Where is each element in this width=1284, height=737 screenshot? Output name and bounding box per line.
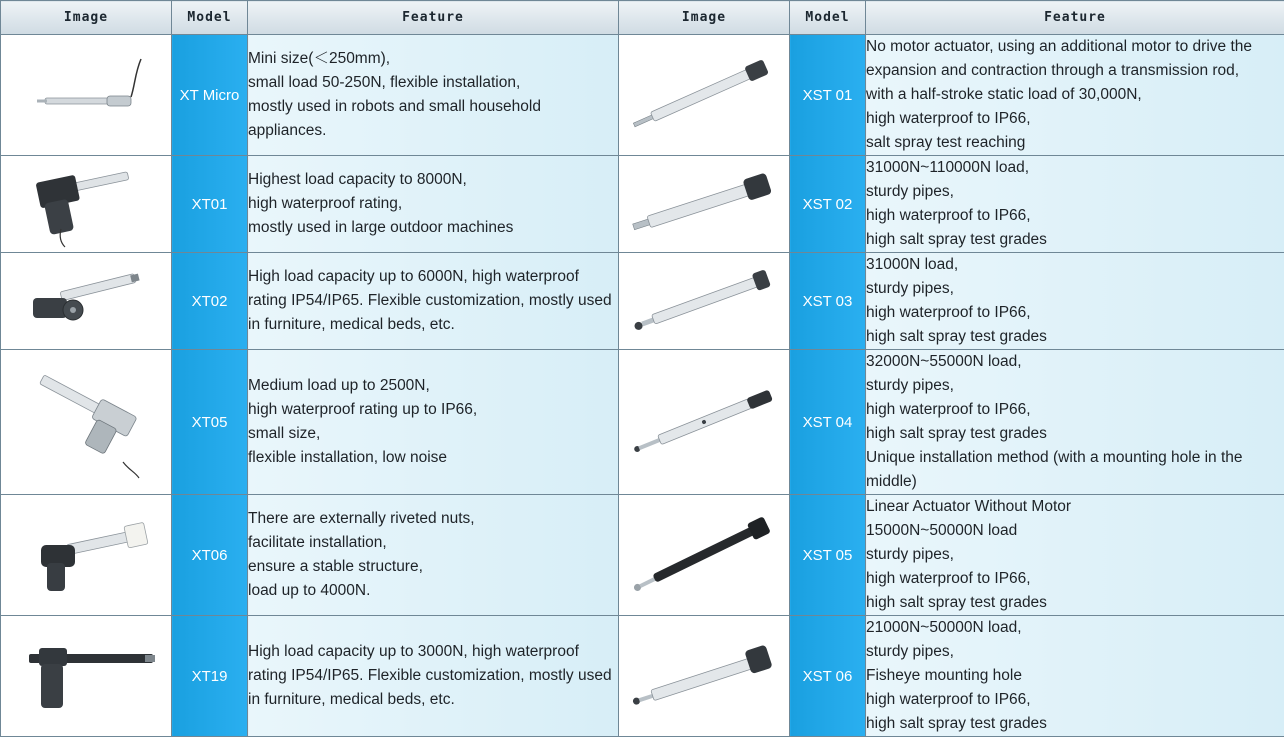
product-image-cell: [619, 253, 790, 350]
feature-line: mostly used in large outdoor machines: [248, 216, 618, 240]
feature-line: salt spray test reaching: [866, 131, 1284, 155]
model-cell: XT06: [172, 495, 248, 616]
feature-line: high waterproof to IP66,: [866, 107, 1284, 131]
feature-line: sturdy pipes,: [866, 640, 1284, 664]
feature-line: facilitate installation,: [248, 531, 618, 555]
feature-line: middle): [866, 470, 1284, 494]
feature-cell: [866, 156, 1284, 253]
feature-cell: [866, 350, 1284, 495]
model-cell: XST 06: [790, 616, 866, 737]
model-cell: XT19: [172, 616, 248, 737]
model-cell: XST 02: [790, 156, 866, 253]
feature-line: high waterproof to IP66,: [866, 301, 1284, 325]
feature-cell: [248, 253, 619, 350]
feature-line: high waterproof to IP66,: [866, 204, 1284, 228]
feature-line: 31000N~110000N load,: [866, 156, 1284, 180]
feature-line: Fisheye mounting hole: [866, 664, 1284, 688]
feature-line: Linear Actuator Without Motor: [866, 495, 1284, 519]
feature-line: sturdy pipes,: [866, 374, 1284, 398]
feature-cell: [248, 495, 619, 616]
feature-line: flexible installation, low noise: [248, 446, 618, 470]
linear-actuator-icon: [624, 256, 784, 346]
feature-line: high waterproof to IP66,: [866, 567, 1284, 591]
model-cell: XT01: [172, 156, 248, 253]
heavy-actuator-icon: [11, 159, 161, 249]
feature-line: 31000N load,: [866, 253, 1284, 277]
feature-line: small load 50-250N, flexible installation,: [248, 71, 618, 95]
riveted-actuator-icon: [11, 505, 161, 605]
feature-line: ensure a stable structure,: [248, 555, 618, 579]
header-feature-left: Feature: [248, 1, 619, 35]
header-image-right: Image: [619, 1, 790, 35]
feature-cell: [866, 253, 1284, 350]
feature-line: load up to 4000N.: [248, 579, 618, 603]
model-cell: XT05: [172, 350, 248, 495]
feature-line: sturdy pipes,: [866, 180, 1284, 204]
product-image-cell: [619, 495, 790, 616]
table-row: [1, 495, 1284, 616]
product-image-cell: [1, 616, 172, 737]
linear-actuator-icon: [624, 159, 784, 249]
feature-line: high salt spray test grades: [866, 591, 1284, 615]
feature-line: high waterproof to IP66,: [866, 398, 1284, 422]
header-image-left: Image: [1, 1, 172, 35]
product-image-cell: [619, 616, 790, 737]
feature-cell: [248, 156, 619, 253]
product-image-cell: [1, 495, 172, 616]
header-row: [1, 1, 1284, 35]
feature-line: There are externally riveted nuts,: [248, 507, 618, 531]
feature-line: Highest load capacity to 8000N,: [248, 168, 618, 192]
linear-actuator-icon: [624, 621, 784, 731]
feature-line: high waterproof to IP66,: [866, 688, 1284, 712]
feature-cell: [866, 616, 1284, 737]
feature-line: in furniture, medical beds, etc.: [248, 313, 618, 337]
model-cell: XST 03: [790, 253, 866, 350]
feature-cell: [248, 616, 619, 737]
feature-line: 15000N~50000N load: [866, 519, 1284, 543]
feature-line: No motor actuator, using an additional motor to drive the: [866, 35, 1284, 59]
table-row: [1, 350, 1284, 495]
product-image-cell: [1, 253, 172, 350]
header-feature-right: Feature: [866, 1, 1284, 35]
black-actuator-icon: [624, 500, 784, 610]
table-row: [1, 35, 1284, 156]
product-image-cell: [619, 350, 790, 495]
feature-line: high waterproof rating up to IP66,: [248, 398, 618, 422]
linear-actuator-icon: [624, 40, 784, 150]
feature-line: sturdy pipes,: [866, 543, 1284, 567]
feature-line: High load capacity up to 3000N, high waterproof: [248, 640, 618, 664]
product-image-cell: [1, 35, 172, 156]
feature-line: 32000N~55000N load,: [866, 350, 1284, 374]
feature-cell: [248, 350, 619, 495]
feature-line: high salt spray test grades: [866, 422, 1284, 446]
feature-line: Mini size(＜250mm),: [248, 47, 618, 71]
product-image-cell: [1, 156, 172, 253]
model-cell: XST 01: [790, 35, 866, 156]
micro-actuator-icon: [11, 45, 161, 145]
feature-line: high waterproof rating,: [248, 192, 618, 216]
table-row: [1, 156, 1284, 253]
feature-line: high salt spray test grades: [866, 228, 1284, 252]
feature-line: high salt spray test grades: [866, 712, 1284, 736]
table-row: [1, 616, 1284, 737]
product-image-cell: [619, 35, 790, 156]
feature-line: rating IP54/IP65. Flexible customization, mostly used: [248, 289, 618, 313]
feature-line: appliances.: [248, 119, 618, 143]
feature-line: small size,: [248, 422, 618, 446]
feature-cell: [866, 35, 1284, 156]
feature-cell: [866, 495, 1284, 616]
feature-line: in furniture, medical beds, etc.: [248, 688, 618, 712]
feature-line: high salt spray test grades: [866, 325, 1284, 349]
product-image-cell: [1, 350, 172, 495]
table-row: [1, 253, 1284, 350]
feature-line: expansion and contraction through a transmission rod,: [866, 59, 1284, 83]
medium-actuator-icon: [11, 362, 161, 482]
feature-line: rating IP54/IP65. Flexible customization, mostly used: [248, 664, 618, 688]
model-cell: XST 04: [790, 350, 866, 495]
compact-actuator-icon: [11, 626, 161, 726]
header-model-left: Model: [172, 1, 248, 35]
model-cell: XT Micro: [172, 35, 248, 156]
header-model-right: Model: [790, 1, 866, 35]
model-cell: XST 05: [790, 495, 866, 616]
linear-actuator-icon: [624, 362, 784, 482]
model-cell: XT02: [172, 253, 248, 350]
feature-cell: [248, 35, 619, 156]
feature-line: Unique installation method (with a mounting hole in the: [866, 446, 1284, 470]
feature-line: with a half-stroke static load of 30,000N,: [866, 83, 1284, 107]
motor-actuator-icon: [11, 256, 161, 346]
feature-line: mostly used in robots and small household: [248, 95, 618, 119]
feature-line: Medium load up to 2500N,: [248, 374, 618, 398]
feature-line: High load capacity up to 6000N, high waterproof: [248, 265, 618, 289]
product-image-cell: [619, 156, 790, 253]
feature-line: 21000N~50000N load,: [866, 616, 1284, 640]
feature-line: sturdy pipes,: [866, 277, 1284, 301]
